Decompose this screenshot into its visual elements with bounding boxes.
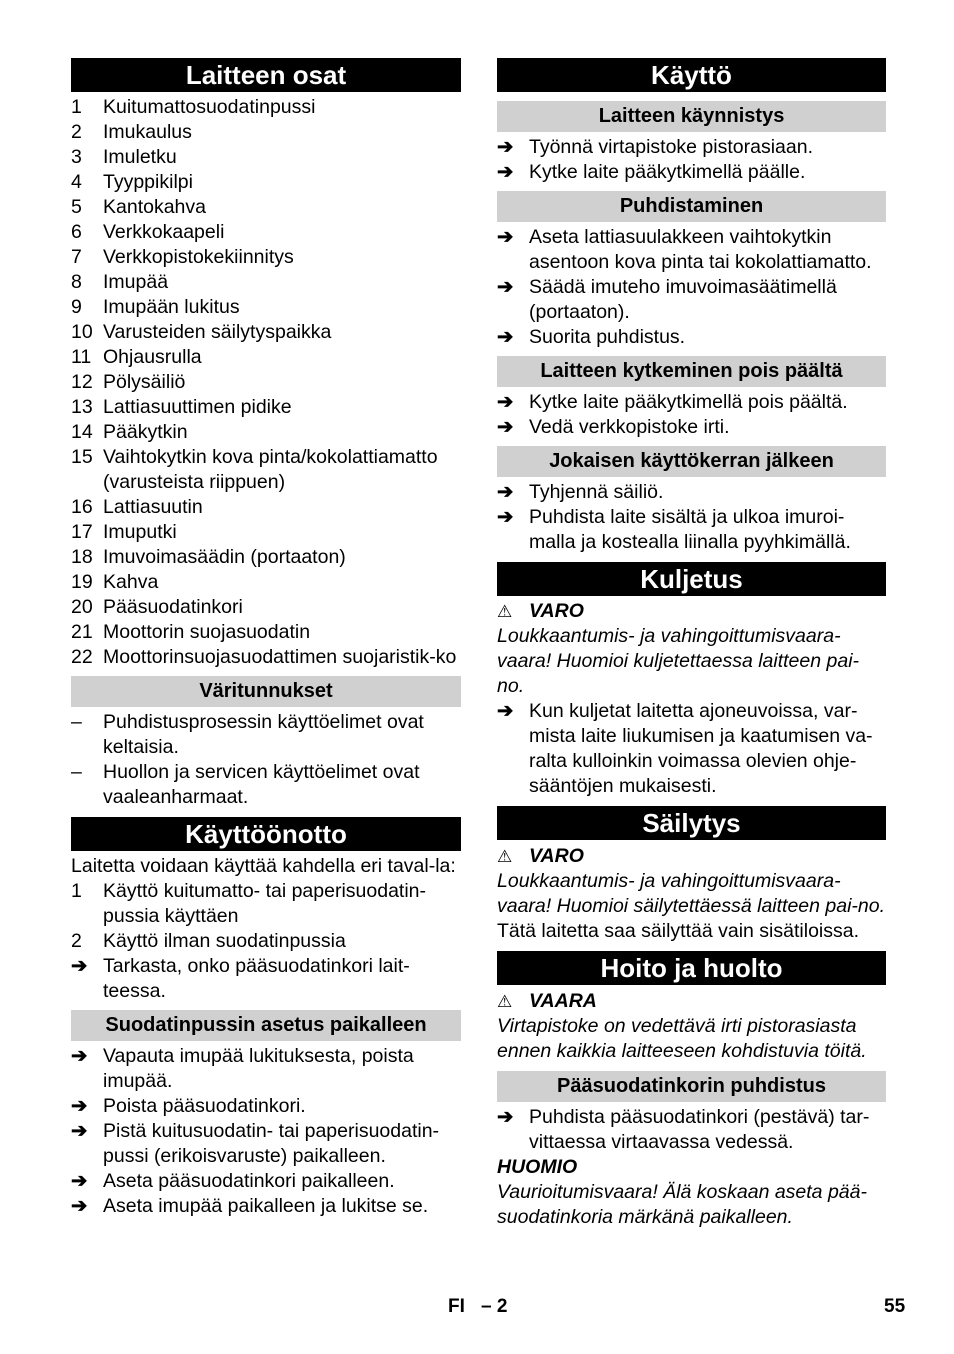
parts-list-item <box>71 245 461 270</box>
step-text: Kytke laite pääkytkimellä pois päältä. <box>529 391 848 413</box>
step-item <box>497 275 886 325</box>
item-text: Lattiasuutin <box>103 496 203 518</box>
filter-step <box>497 1105 886 1155</box>
item-text: Imuletku <box>103 146 177 168</box>
item-number: 18 <box>71 546 93 568</box>
arrow-right-icon: ➔ <box>71 1170 88 1192</box>
step-text: Pistä kuitusuodatin- tai paperisuodatin-pussi (erikoisvaruste) paikalleen. <box>103 1120 440 1167</box>
arrow-right-icon: ➔ <box>497 416 514 438</box>
use-heading: Käyttö <box>497 58 886 92</box>
parts-list-item <box>71 295 461 320</box>
step-item <box>71 1194 461 1219</box>
item-number: 15 <box>71 446 93 468</box>
step-text: Säädä imuteho imuvoimasäätimellä (portaaton). <box>529 276 837 323</box>
startup-list-item <box>71 929 461 954</box>
maintenance-warning-label <box>497 989 886 1014</box>
item-text: Imuputki <box>103 521 177 543</box>
warning-triangle-icon: ⚠ <box>497 847 513 866</box>
parts-list-item <box>71 645 461 670</box>
item-text: Vaihtokytkin kova pinta/kokolattiamatto (varusteista riippuen) <box>103 446 438 493</box>
item-number: 21 <box>71 621 93 643</box>
step-item <box>71 1169 461 1194</box>
startup-list <box>71 879 461 954</box>
step-item <box>497 390 886 415</box>
item-number: – <box>71 711 82 733</box>
parts-list-item <box>71 595 461 620</box>
item-number: 8 <box>71 271 82 293</box>
parts-list-item <box>71 520 461 545</box>
item-text: Imukaulus <box>103 121 192 143</box>
transport-heading: Kuljetus <box>497 562 886 596</box>
item-number: 3 <box>71 146 82 168</box>
step-text: Aseta imupää paikalleen ja lukitse se. <box>103 1195 429 1217</box>
arrow-right-icon: ➔ <box>497 391 514 413</box>
arrow-right-icon: ➔ <box>497 1106 514 1128</box>
item-text: Moottorinsuojasuodattimen suojaristik-ko <box>103 646 457 668</box>
step-text: Kytke laite pääkytkimellä päälle. <box>529 161 806 183</box>
step-text: Suorita puhdistus. <box>529 326 686 348</box>
item-text: Käyttö kuitumatto- tai paperisuodatin-pussia käyttäen <box>103 880 427 927</box>
after-heading: Jokaisen käyttökerran jälkeen <box>497 446 886 477</box>
step-item <box>497 135 886 160</box>
color-list-item <box>71 710 461 760</box>
item-number: 10 <box>71 321 93 343</box>
startup-list-item <box>71 879 461 929</box>
item-text: Käyttö ilman suodatinpussia <box>103 930 346 952</box>
warning-label-text: VARO <box>529 845 584 867</box>
item-number: 5 <box>71 196 82 218</box>
startup-intro: Laitetta voidaan käyttää kahdella eri taval-la: <box>71 855 456 877</box>
parts-list-item <box>71 445 461 495</box>
footer-page-number: 55 <box>884 1296 906 1317</box>
arrow-right-icon: ➔ <box>497 700 514 722</box>
item-number: 4 <box>71 171 82 193</box>
right-column <box>497 58 886 1230</box>
item-number: 6 <box>71 221 82 243</box>
step-text: Puhdista pääsuodatinkori (pestävä) tar-vittaessa virtaavassa vedessä. <box>529 1106 870 1153</box>
bag-steps <box>71 1044 461 1219</box>
parts-list-item <box>71 420 461 445</box>
step-text: Aseta lattiasuulakkeen vaihtokytkin asentoon kova pinta tai kokolattiamatto. <box>529 226 872 273</box>
step-text: Puhdista laite sisältä ja ulkoa imuroi-malla ja kostealla liinalla pyyhkimällä. <box>529 506 851 553</box>
item-text: Tyyppikilpi <box>103 171 193 193</box>
parts-list-item <box>71 270 461 295</box>
parts-list-item <box>71 370 461 395</box>
warning-triangle-icon: ⚠ <box>497 992 513 1011</box>
step-text: Tarkasta, onko pääsuodatinkori lait-teessa. <box>103 955 410 1002</box>
item-number: 7 <box>71 246 82 268</box>
maintenance-warning-text: Virtapistoke on vedettävä irti pistorasiasta ennen kaikkia laitteeseen kohdistuvia töitä. <box>497 1015 867 1062</box>
transport-warning-label <box>497 599 886 624</box>
item-number: – <box>71 761 82 783</box>
item-text: Ohjausrulla <box>103 346 202 368</box>
step-item <box>497 415 886 440</box>
step-text: Tyhjennä säiliö. <box>529 481 664 503</box>
item-text: Lattiasuuttimen pidike <box>103 396 292 418</box>
item-number: 2 <box>71 121 82 143</box>
bag-heading: Suodatinpussin asetus paikalleen <box>71 1010 461 1041</box>
storage-note: Tätä laitetta saa säilyttää vain sisätiloissa. <box>497 920 860 942</box>
item-number: 20 <box>71 596 93 618</box>
item-number: 11 <box>71 346 92 368</box>
step-item <box>497 480 886 505</box>
start-heading: Laitteen käynnistys <box>497 101 886 132</box>
item-text: Imupää <box>103 271 169 293</box>
parts-list-item <box>71 195 461 220</box>
item-number: 19 <box>71 571 93 593</box>
step-item <box>71 1094 461 1119</box>
color-list-item <box>71 760 461 810</box>
arrow-right-icon: ➔ <box>71 955 88 977</box>
warning-triangle-icon: ⚠ <box>497 602 513 621</box>
arrow-right-icon: ➔ <box>71 1095 88 1117</box>
storage-warning-text: Loukkaantumis- ja vahingoittumisvaara-vaara! Huomioi säilytettäessä laitteen pai-no. <box>497 870 886 917</box>
item-number: 13 <box>71 396 93 418</box>
parts-list-item <box>71 95 461 120</box>
parts-list-item <box>71 345 461 370</box>
parts-list <box>71 95 461 670</box>
off-steps <box>497 390 886 440</box>
parts-list-item <box>71 545 461 570</box>
parts-list-item <box>71 320 461 345</box>
step-item <box>497 225 886 275</box>
arrow-right-icon: ➔ <box>71 1195 88 1217</box>
step-item <box>497 325 886 350</box>
parts-heading: Laitteen osat <box>71 58 461 92</box>
arrow-right-icon: ➔ <box>497 136 514 158</box>
item-number: 9 <box>71 296 82 318</box>
warning-label-text: VARO <box>529 600 584 622</box>
arrow-right-icon: ➔ <box>497 326 514 348</box>
item-text: Imupään lukitus <box>103 296 240 318</box>
parts-list-item <box>71 395 461 420</box>
clean-heading: Puhdistaminen <box>497 191 886 222</box>
transport-step <box>497 699 886 799</box>
item-text: Moottorin suojasuodatin <box>103 621 311 643</box>
storage-heading: Säilytys <box>497 806 886 840</box>
colors-heading: Väritunnukset <box>71 676 461 707</box>
off-heading: Laitteen kytkeminen pois päältä <box>497 356 886 387</box>
step-item <box>71 1119 461 1169</box>
item-text: Varusteiden säilytyspaikka <box>103 321 332 343</box>
startup-heading: Käyttöönotto <box>71 817 461 851</box>
item-text: Kuitumattosuodatinpussi <box>103 96 316 118</box>
clean-steps <box>497 225 886 350</box>
arrow-right-icon: ➔ <box>497 506 514 528</box>
footer-language: FI <box>448 1296 465 1317</box>
arrow-right-icon: ➔ <box>71 1045 88 1067</box>
filter-heading: Pääsuodatinkorin puhdistus <box>497 1071 886 1102</box>
notice-label: HUOMIO <box>497 1156 578 1178</box>
colors-list <box>71 710 461 810</box>
item-text: Imuvoimasäädin (portaaton) <box>103 546 346 568</box>
item-text: Puhdistusprosessin käyttöelimet ovat keltaisia. <box>103 711 424 758</box>
left-column <box>71 58 461 1219</box>
item-text: Verkkopistokekiinnitys <box>103 246 294 268</box>
parts-list-item <box>71 170 461 195</box>
arrow-right-icon: ➔ <box>71 1120 88 1142</box>
item-text: Pääsuodatinkori <box>103 596 243 618</box>
arrow-right-icon: ➔ <box>497 226 514 248</box>
item-number: 1 <box>71 96 82 118</box>
step-text: Työnnä virtapistoke pistorasiaan. <box>529 136 813 158</box>
item-number: 14 <box>71 421 93 443</box>
step-text: Vapauta imupää lukituksesta, poista imupää. <box>103 1045 414 1092</box>
item-number: 2 <box>71 930 82 952</box>
transport-warning-text: Loukkaantumis- ja vahingoittumisvaara-vaara! Huomioi kuljetettaessa laitteen pai-no. <box>497 625 860 697</box>
parts-list-item <box>71 570 461 595</box>
item-number: 17 <box>71 521 93 543</box>
maintenance-heading: Hoito ja huolto <box>497 951 886 985</box>
item-number: 22 <box>71 646 93 668</box>
parts-list-item <box>71 620 461 645</box>
startup-check-step <box>71 954 461 1004</box>
footer-section: – 2 <box>481 1296 508 1317</box>
step-item <box>497 505 886 555</box>
item-number: 16 <box>71 496 93 518</box>
storage-warning-label <box>497 844 886 869</box>
arrow-right-icon: ➔ <box>497 161 514 183</box>
arrow-right-icon: ➔ <box>497 276 514 298</box>
item-text: Verkkokaapeli <box>103 221 225 243</box>
arrow-right-icon: ➔ <box>497 481 514 503</box>
parts-list-item <box>71 120 461 145</box>
parts-list-item <box>71 495 461 520</box>
item-text: Kantokahva <box>103 196 206 218</box>
item-number: 1 <box>71 880 82 902</box>
step-text: Aseta pääsuodatinkori paikalleen. <box>103 1170 395 1192</box>
parts-list-item <box>71 145 461 170</box>
start-steps <box>497 135 886 185</box>
step-item <box>497 160 886 185</box>
item-number: 12 <box>71 371 93 393</box>
item-text: Huollon ja servicen käyttöelimet ovat vaaleanharmaat. <box>103 761 420 808</box>
step-text: Poista pääsuodatinkori. <box>103 1095 306 1117</box>
step-text: Vedä verkkopistoke irti. <box>529 416 730 438</box>
warning-label-text: VAARA <box>529 990 597 1012</box>
notice-text: Vaurioitumisvaara! Älä koskaan aseta pää-suodatinkoria märkänä paikalleen. <box>497 1181 867 1228</box>
after-steps <box>497 480 886 555</box>
parts-list-item <box>71 220 461 245</box>
step-text: Kun kuljetat laitetta ajoneuvoissa, var-mista laite liukumisen ja kaatumisen va-ralta kulloinkin voimassa olevien ohje-sääntöjen mukaisesti. <box>529 700 873 797</box>
step-item <box>71 1044 461 1094</box>
item-text: Kahva <box>103 571 159 593</box>
item-text: Pölysäiliö <box>103 371 186 393</box>
item-text: Pääkytkin <box>103 421 188 443</box>
